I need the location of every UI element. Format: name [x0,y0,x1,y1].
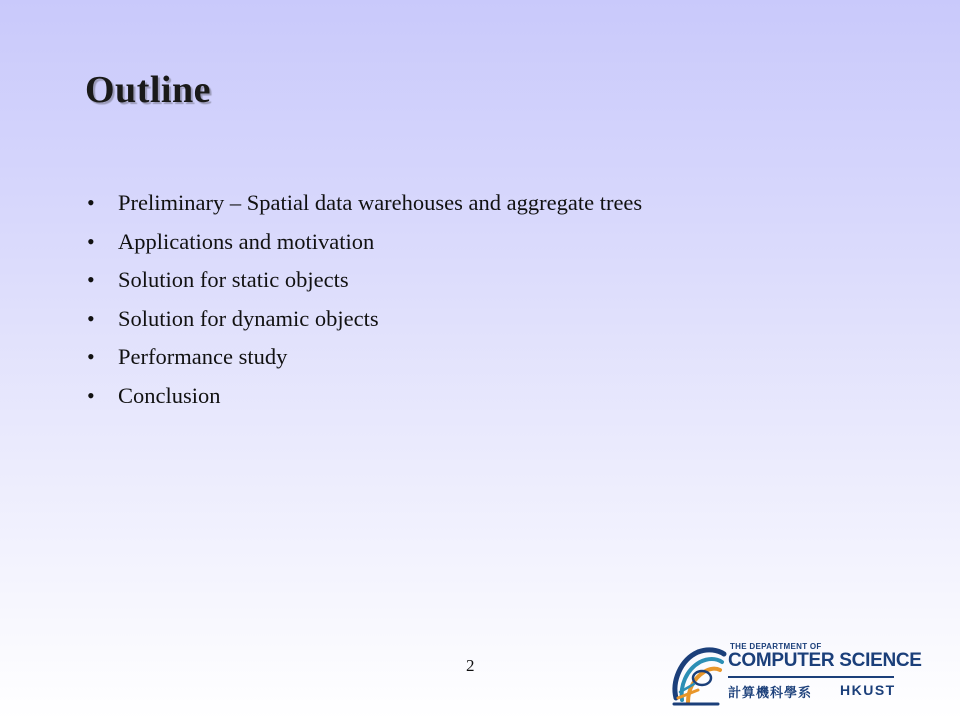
bullet-dot: • [87,267,95,292]
bullet-item [84,261,642,300]
department-logo [668,640,922,708]
bullet-text: Applications and motivation [118,228,375,254]
bullet-text: Solution for static objects [118,267,349,292]
bullet-item [84,300,642,339]
bullet-item [84,377,642,416]
page-number: 2 [466,656,475,675]
logo-hkust-text: HKUST [840,682,896,698]
logo-chinese-text: 計算機科學系 [728,686,813,701]
bullet-dot: • [87,305,95,331]
slide-title: Outline [85,69,211,111]
bullet-dot: • [87,228,95,254]
bullet-item [84,184,642,223]
bullet-item [84,223,642,262]
bullet-dot: • [87,344,95,369]
logo-swirl-icon [668,640,730,708]
bullet-text: Performance study [118,344,288,369]
bullet-item [84,338,642,377]
bullet-text: Solution for dynamic objects [118,305,379,331]
logo-computer-science-text: COMPUTER SCIENCE [728,650,922,671]
bullet-dot: • [87,382,95,408]
logo-wordmark [728,642,922,708]
bullet-list [84,184,642,415]
logo-department-of-text: THE DEPARTMENT OF [730,642,822,651]
bullet-dot: • [87,190,95,215]
bullet-text: Preliminary – Spatial data warehouses and aggregate trees [118,190,643,215]
bullet-text: Conclusion [118,382,221,408]
logo-divider [728,676,894,678]
